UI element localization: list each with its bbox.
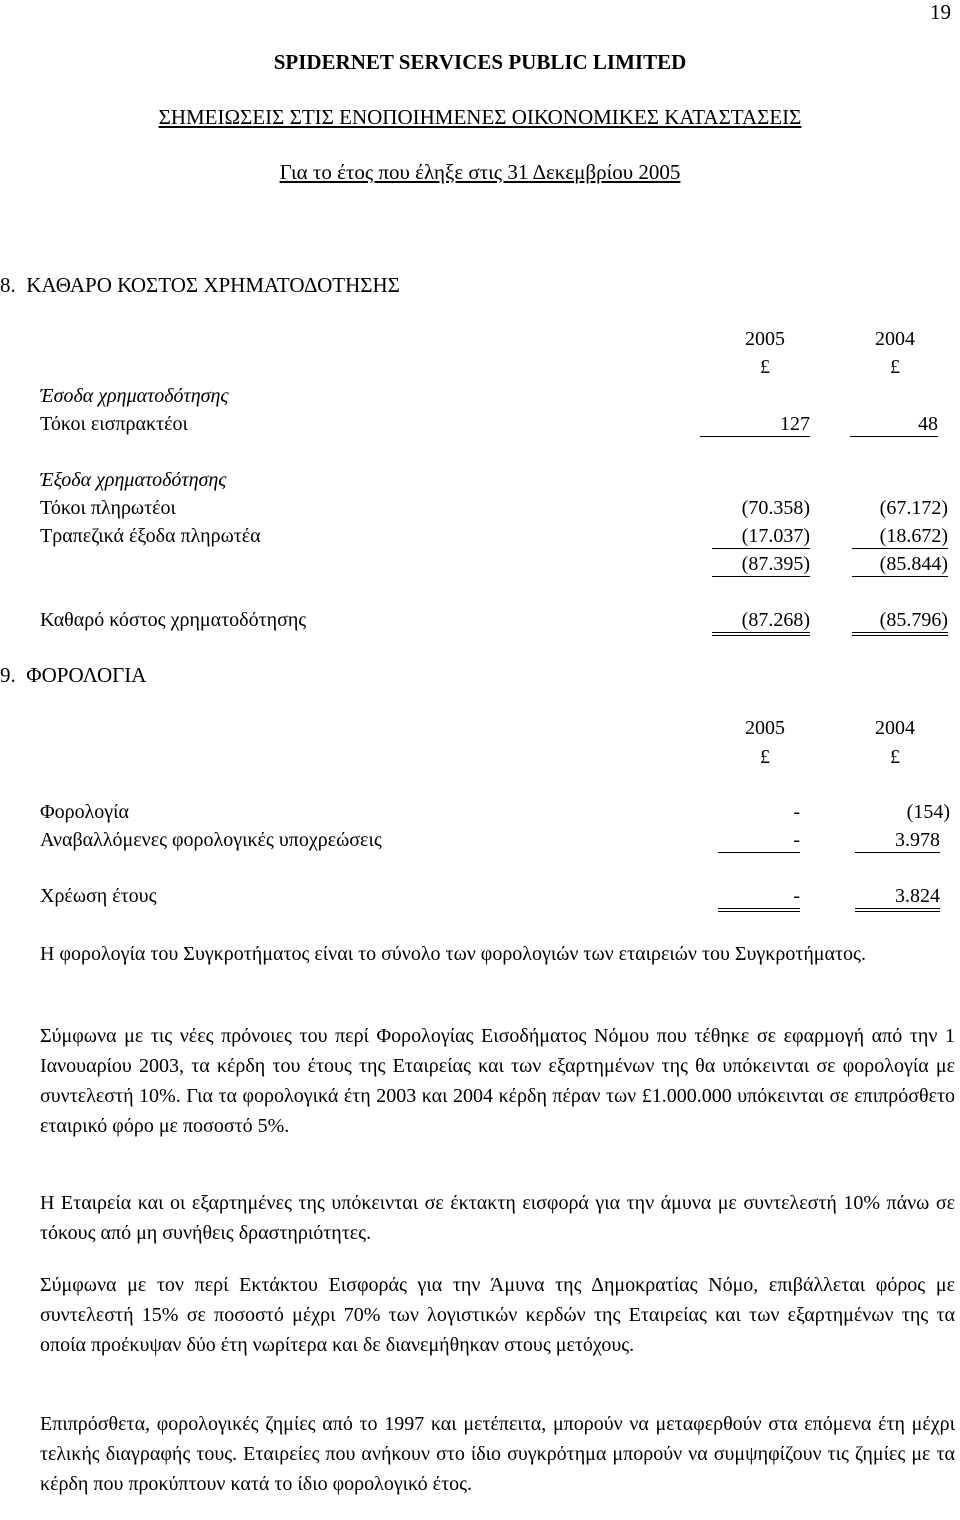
bank-charges-label: Τραπεζικά έξοδα πληρωτέα: [40, 525, 261, 547]
company-name: SPIDERNET SERVICES PUBLIC LIMITED: [273, 50, 687, 74]
interest-received-label: Τόκοι εισπρακτέοι: [40, 413, 188, 435]
net-finance-cost-2005: (87.268): [712, 609, 810, 636]
tax-2005: -: [793, 801, 800, 823]
document-subtitle: ΣΗΜΕΙΩΣΕΙΣ ΣΤΙΣ ΕΝΟΠΟΙΗΜΕΝΕΣ ΟΙΚΟΝΟΜΙΚΕΣ ΚΑΤΑΣΤΑΣΕΙΣ: [158, 105, 802, 129]
tax-2004: (154): [906, 801, 950, 823]
note-8-year-2005: 2005: [745, 328, 785, 350]
note-9-currency-2004: £: [890, 746, 900, 768]
interest-received-2005: 127: [700, 413, 810, 437]
note-9-year-2004: 2004: [875, 717, 915, 739]
interest-paid-2004: (67.172): [879, 497, 948, 519]
reporting-period: Για το έτος που έληξε στις 31 Δεκεμβρίου 2005: [279, 160, 681, 184]
deferred-tax-label: Αναβαλλόμενες φορολογικές υποχρεώσεις: [40, 829, 382, 851]
paragraph-income-tax-law: Σύμφωνα με τις νέες πρόνοιες του περί Φορολογίας Εισοδήματος Νόμου που τέθηκε σε εφαρμογή από την 1 Ιανουαρίου 2003, τα κέρδη του έτους της Εταιρείας και των εξαρτημένων της θα υπόκεινται σε φορολογία με συντελεστή 10%. Για τα φορολογικά έτη 2003 και 2004 κέρδη πέραν των £1.000.000 υπόκεινται σε επιπρόσθετο εταιρικό φόρο με ποσοστό 5%.: [40, 1025, 955, 1137]
paragraph-tax-losses: Επιπρόσθετα, φορολογικές ζημίες από το 1997 και μετέπειτα, μπορούν να μεταφερθούν στα επόμενα έτη μέχρι τελικής διαγραφής τους. Εταιρείες που ανήκουν στο ίδιο συγκρότημα μπορούν να συμψηφίζουν τις ζημίες με τα κέρδη που προκύπτουν κατά το ίδιο φορολογικό έτος.: [40, 1413, 955, 1495]
deferred-tax-2005: -: [718, 829, 800, 853]
bank-charges-2004: (18.672): [852, 525, 948, 549]
note-9-currency-2005: £: [760, 746, 770, 768]
bank-charges-2005: (17.037): [712, 525, 810, 549]
paragraph-defence-contribution: Η Εταιρεία και οι εξαρτημένες της υπόκεινται σε έκτακτη εισφορά για την άμυνα με συντελεστή 10% πάνω σε τόκους από μη συνήθεις δραστηριότητες.: [40, 1192, 955, 1244]
note-8-year-2004: 2004: [875, 328, 915, 350]
net-finance-cost-label: Καθαρό κόστος χρηματοδότησης: [40, 609, 307, 631]
note-8-currency-2005: £: [760, 356, 770, 378]
tax-charge-label: Χρέωση έτους: [40, 885, 157, 907]
expense-subtotal-2004: (85.844): [852, 553, 948, 577]
deferred-tax-2004: 3.978: [855, 829, 940, 853]
note-9-year-2005: 2005: [745, 717, 785, 739]
paragraph-group-tax: Η φορολογία του Συγκροτήματος είναι το σύνολο των φορολογιών των εταιρειών του Συγκροτήματος.: [40, 943, 866, 965]
tax-charge-2005: -: [718, 885, 800, 912]
finance-income-heading: Έσοδα χρηματοδότησης: [40, 385, 229, 407]
interest-received-2004: 48: [850, 413, 938, 437]
note-8-heading: 8. ΚΑΘΑΡΟ ΚΟΣΤΟΣ ΧΡΗΜΑΤΟΔΟΤΗΣΗΣ: [0, 273, 400, 297]
interest-paid-2005: (70.358): [741, 497, 810, 519]
note-9-heading: 9. ΦΟΡΟΛΟΓΙΑ: [0, 663, 147, 687]
tax-charge-2004: 3.824: [855, 885, 940, 912]
tax-label: Φορολογία: [40, 801, 129, 823]
net-finance-cost-2004: (85.796): [852, 609, 948, 636]
interest-paid-label: Τόκοι πληρωτέοι: [40, 497, 176, 519]
expense-subtotal-2005: (87.395): [712, 553, 810, 577]
paragraph-deemed-distribution: Σύμφωνα με τον περί Εκτάκτου Εισφοράς για την Άμυνα της Δημοκρατίας Νόμο, επιβάλλεται φόρος με συντελεστή 15% σε ποσοστό μέχρι 70% των λογιστικών κερδών της Εταιρείας και των εξαρτημένων της τα οποία προέκυψαν δύο έτη νωρίτερα και δε διανεμήθηκαν στους μετόχους.: [40, 1274, 955, 1356]
note-8-currency-2004: £: [890, 356, 900, 378]
page-number: 19: [930, 0, 951, 24]
finance-expense-heading: Έξοδα χρηματοδότησης: [40, 469, 227, 491]
